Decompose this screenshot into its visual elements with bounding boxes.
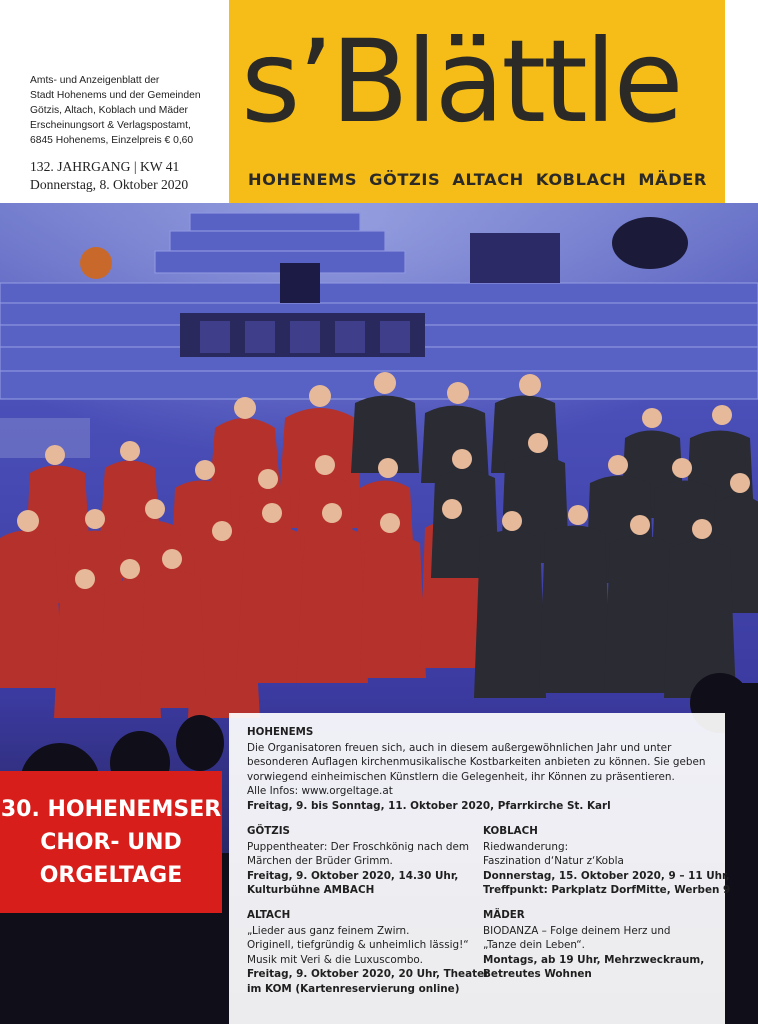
town-goetzis: GÖTZIS xyxy=(369,170,441,189)
event-badge-line: 30. HOHENEMSER xyxy=(0,797,222,822)
masthead-towns xyxy=(248,170,707,189)
town-koblach: KOBLACH xyxy=(535,170,627,189)
section-text: Märchen der Brüder Grimm. xyxy=(247,855,393,867)
event-badge-line: CHOR- UND xyxy=(40,830,182,855)
section-text: Puppentheater: Der Froschkönig nach dem xyxy=(247,840,469,853)
section-koblach xyxy=(483,824,730,898)
section-date: Montags, ab 19 Uhr, Mehrzweckraum, xyxy=(483,953,705,966)
issue-info xyxy=(30,158,225,194)
publisher-info-line: 6845 Hohenems, Einzelpreis € 0,60 xyxy=(30,135,194,146)
events-info-box xyxy=(229,713,731,1024)
section-text: Musik mit Veri & die Luxuscombo. xyxy=(247,953,423,966)
section-date: Freitag, 9. Oktober 2020, 14.30 Uhr, xyxy=(247,869,459,882)
masthead-title: s’Blättle xyxy=(241,15,681,148)
section-text: Faszination d‘Natur z‘Kobla xyxy=(483,855,624,867)
section-altach xyxy=(247,908,489,996)
section-hohenems xyxy=(247,725,705,813)
event-badge xyxy=(0,771,222,913)
section-date: Betreutes Wohnen xyxy=(483,968,592,980)
section-text: besonderen Auflagen kirchenmusikalische Kostbarkeiten anbieten zu können. Sie geben xyxy=(247,756,706,768)
section-goetzis xyxy=(247,824,469,898)
issue-volume: 132. JAHRGANG | KW 41 xyxy=(30,159,180,174)
town-maeder: MÄDER xyxy=(638,170,707,189)
publisher-info-line: Götzis, Altach, Koblach und Mäder xyxy=(30,105,188,116)
event-badge-line: ORGELTAGE xyxy=(39,863,183,888)
issue-date: Donnerstag, 8. Oktober 2020 xyxy=(30,177,189,192)
section-text: „Lieder aus ganz feinem Zwirn. xyxy=(247,924,410,937)
section-heading: MÄDER xyxy=(483,909,525,921)
section-text: Riedwanderung: xyxy=(483,840,569,853)
section-text: „Tanze dein Leben“. xyxy=(483,939,585,951)
section-heading: KOBLACH xyxy=(483,825,538,837)
masthead xyxy=(229,0,725,217)
section-maeder xyxy=(483,908,704,982)
town-hohenems: HOHENEMS xyxy=(248,170,358,189)
section-date: Donnerstag, 15. Oktober 2020, 9 – 11 Uhr, xyxy=(483,869,730,882)
section-date: Treffpunkt: Parkplatz DorfMitte, Werben 9 xyxy=(483,884,731,896)
section-date: Freitag, 9. bis Sonntag, 11. Oktober 2020, Pfarrkirche St. Karl xyxy=(247,799,611,812)
section-text: Alle Infos: www.orgeltage.at xyxy=(247,785,393,797)
publisher-info-line: Erscheinungsort & Verlagspostamt, xyxy=(30,120,191,131)
section-text: Die Organisatoren freuen sich, auch in diesem außergewöhnlichen Jahr und unter xyxy=(247,741,672,754)
publisher-info-line: Amts- und Anzeigenblatt der xyxy=(30,75,160,86)
publisher-info xyxy=(30,73,220,148)
publisher-info-line: Stadt Hohenems und der Gemeinden xyxy=(30,90,201,101)
section-heading: ALTACH xyxy=(247,909,291,921)
section-text: Originell, tiefgründig & unheimlich lässig!“ xyxy=(247,939,469,951)
section-date: Freitag, 9. Oktober 2020, 20 Uhr, Theater xyxy=(247,968,490,980)
section-date: Kulturbühne AMBACH xyxy=(247,884,375,896)
section-heading: GÖTZIS xyxy=(247,825,290,837)
section-date: im KOM (Kartenreservierung online) xyxy=(247,982,460,995)
section-text: vorwiegend einheimischen Künstlern die Gelegenheit, ihr Können zu präsentieren. xyxy=(247,770,675,783)
section-heading: HOHENEMS xyxy=(247,726,314,738)
town-altach: ALTACH xyxy=(452,170,524,189)
section-text: BIODANZA – Folge deinem Herz und xyxy=(483,924,671,937)
